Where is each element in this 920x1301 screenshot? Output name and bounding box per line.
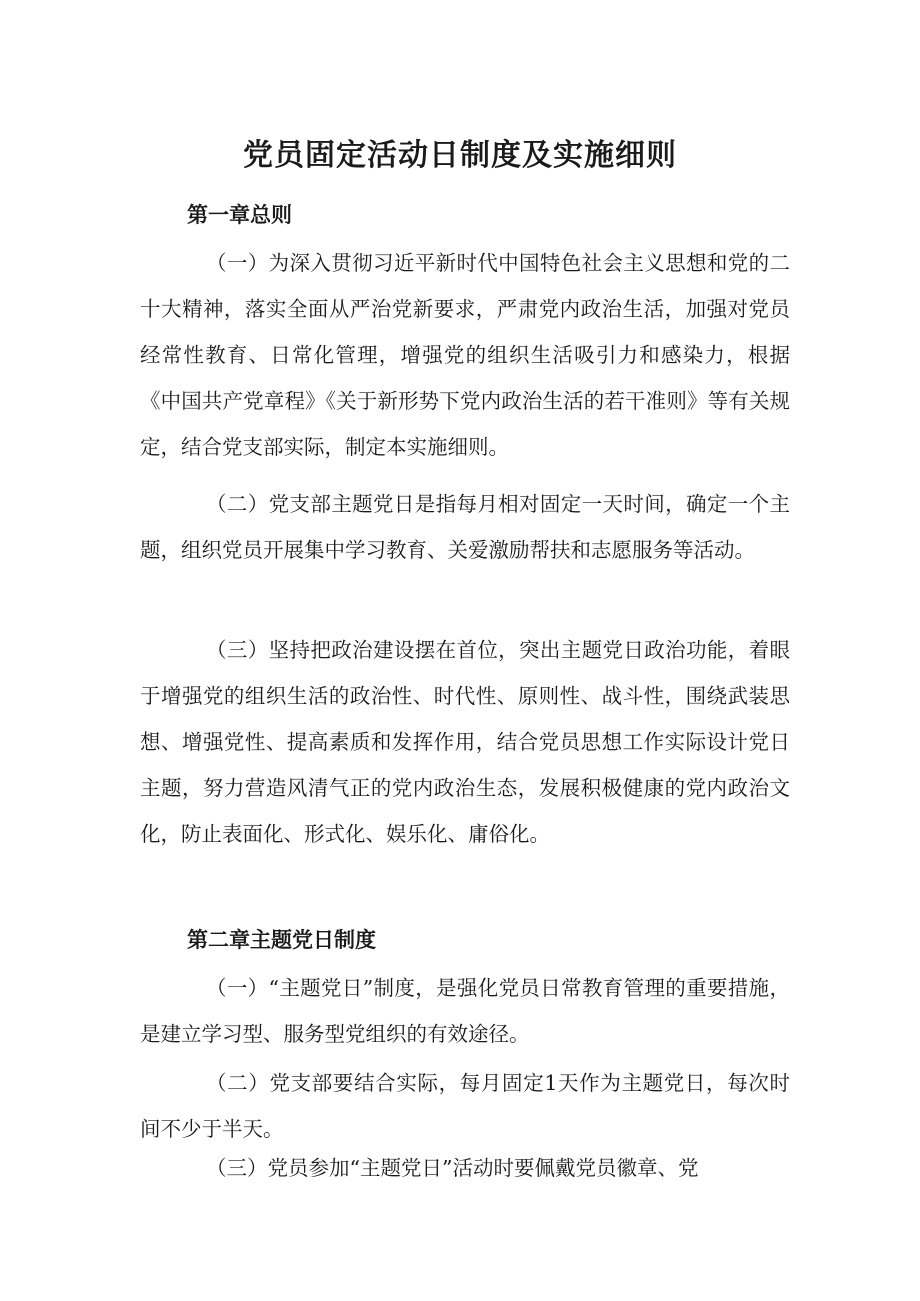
chapter-2-paragraph-2: （二）党支部要结合实际，每月固定1天作为主题党日，每次时间不少于半天。	[140, 1071, 790, 1141]
chapter-2-paragraph-1: （一）“主题党日”制度，是强化党员日常教育管理的重要措施，是建立学习型、服务型党组织的有效途径。	[140, 976, 790, 1046]
document-title: 党员固定活动日制度及实施细则	[243, 138, 677, 173]
chapter-1-paragraph-1: （一）为深入贯彻习近平新时代中国特色社会主义思想和党的二十大精神，落实全面从严治党新要求，严肃党内政治生活，加强对党员经常性教育、日常化管理，增强党的组织生活吸引力和感染力，根据《中国共产党章程》《关于新形势下党内政治生活的若干准则》等有关规定，结合党支部实际，制定本实施细则。	[140, 251, 790, 459]
chapter-2-paragraph-3: （三）党员参加“主题党日”活动时要佩戴党员徽章、党	[206, 1156, 699, 1180]
chapter-1-paragraph-2: （二）党支部主题党日是指每月相对固定一天时间，确定一个主题，组织党员开展集中学习教育、关爱激励帮扶和志愿服务等活动。	[140, 492, 790, 562]
chapter-1-heading: 第一章总则	[187, 203, 292, 227]
chapter-1-paragraph-3: （三）坚持把政治建设摆在首位，突出主题党日政治功能，着眼于增强党的组织生活的政治性、时代性、原则性、战斗性，围绕武装思想、增强党性、提高素质和发挥作用，结合党员思想工作实际设计党日主题，努力营造风清气正的党内政治生态，发展积极健康的党内政治文化，防止表面化、形式化、娱乐化、庸俗化。	[140, 638, 790, 846]
chapter-2-heading: 第二章主题党日制度	[187, 928, 376, 952]
